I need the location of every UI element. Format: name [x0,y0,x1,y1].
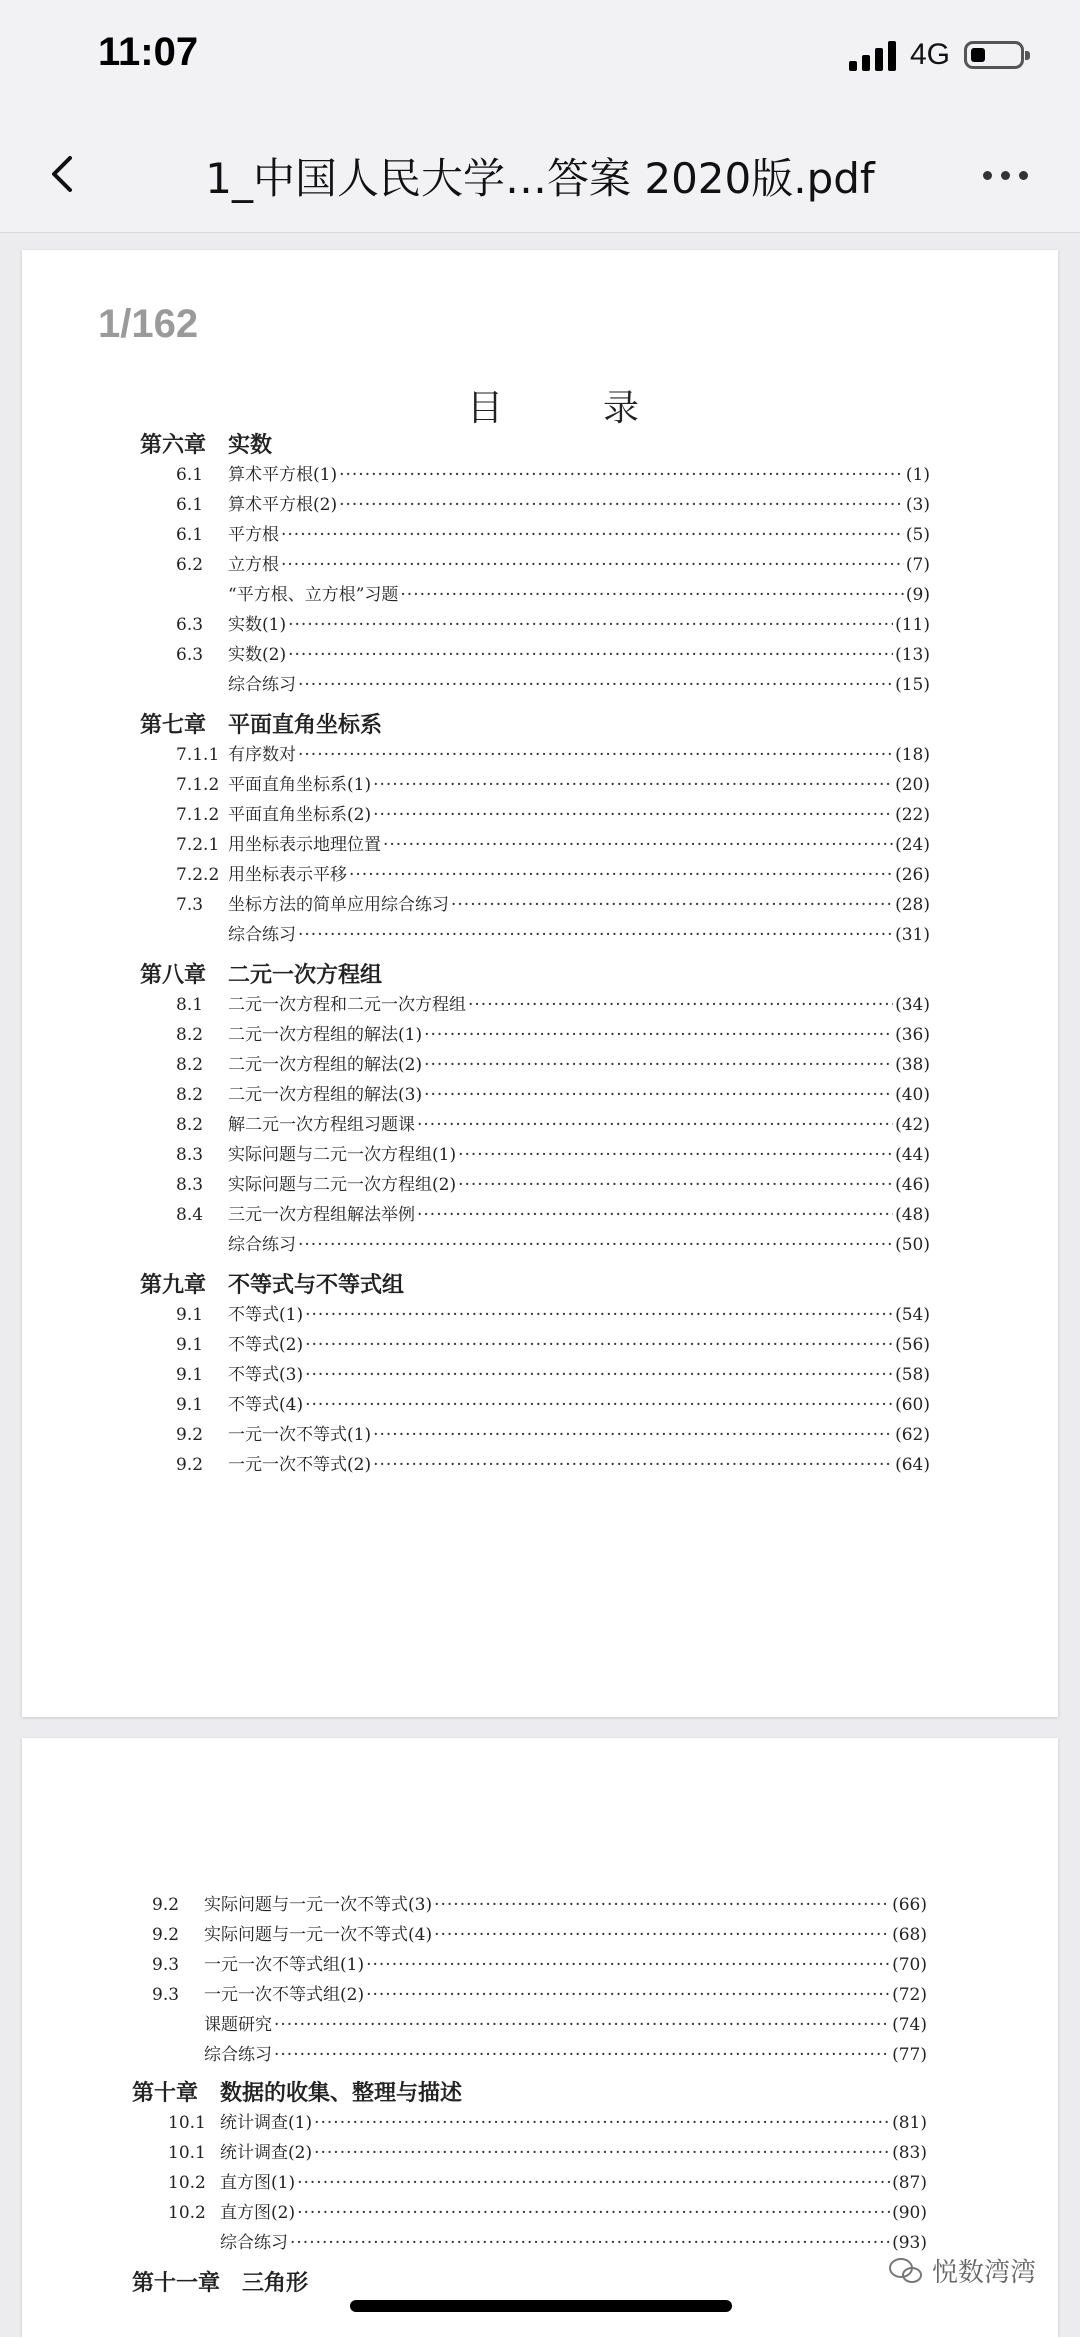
toc-leader-dots [468,990,893,1020]
toc-entry[interactable] [152,1890,927,1920]
toc-leader-dots [373,1420,893,1450]
toc-entry[interactable] [140,610,930,640]
toc-entry-number: 9.2 [176,1425,204,1445]
toc-entry-number: 10.2 [168,2173,206,2193]
toc-entry[interactable] [140,580,930,610]
toc-entry[interactable] [152,1980,927,2010]
toc-entry-number: 8.2 [176,1115,204,1135]
toc-entry-title: 综合练习 [228,925,296,945]
toc-entry-page: (1) [905,465,930,485]
toc-entry-page: (56) [895,1335,930,1355]
toc-entry-page: (60) [895,1395,930,1415]
toc-entry[interactable] [140,640,930,670]
toc-chapter-heading[interactable]: 第十一章 三角形 [132,2270,309,2296]
toc-entry-title: 一元一次不等式(1) [228,1425,372,1445]
home-indicator [350,2300,732,2312]
toc-entry-title: 统计调查(2) [220,2143,313,2163]
watermark-text: 悦数湾湾 [931,2258,1036,2288]
toc-entry-page: (44) [895,1145,930,1165]
toc-entry[interactable] [140,1200,930,1230]
toc-entry[interactable] [140,1230,930,1260]
toc-entry-number: 8.2 [176,1055,204,1075]
toc-entry[interactable] [132,2108,927,2138]
toc-entry-page: (3) [905,495,930,515]
toc-entry-number: 8.3 [176,1145,204,1165]
toc-leader-dots [366,1980,890,2010]
toc-leader-dots [458,1170,893,1200]
toc-entry-title: 三元一次方程组解法举例 [228,1205,415,1225]
toc-chapter-heading[interactable]: 第九章 不等式与不等式组 [140,1272,405,1298]
toc-leader-dots [349,860,893,890]
toc-leader-dots [305,1330,893,1360]
toc-entry[interactable] [140,1020,930,1050]
toc-leader-dots [373,800,893,830]
toc-list-continued [152,1890,927,2070]
toc-entry-number: 8.2 [176,1085,204,1105]
toc-leader-dots [298,740,893,770]
document-title: 1_中国人民大学…答案 2020版.pdf [205,154,875,203]
toc-entry-page: (50) [895,1235,930,1255]
toc-leader-dots [305,1360,893,1390]
signal-icon [849,39,896,71]
toc-leader-dots [297,2168,890,2198]
toc-entry-number: 9.2 [176,1455,204,1475]
toc-leader-dots [366,1950,890,1980]
toc-entry-number: 8.3 [176,1175,204,1195]
toc-entry-page: (7) [905,555,930,575]
toc-entry-title: 二元一次方程组的解法(1) [228,1025,423,1045]
status-icons [849,38,1024,72]
toc-entry-page: (54) [895,1305,930,1325]
toc-entry-title: 平方根 [228,525,279,545]
toc-entry-page: (74) [892,2015,927,2035]
toc-entry-page: (81) [892,2113,927,2133]
toc-leader-dots [298,670,893,700]
toc-entry[interactable] [140,1140,930,1170]
toc-leader-dots [383,830,893,860]
toc-entry[interactable] [140,670,930,700]
toc-entry-title: 一元一次不等式组(1) [204,1955,365,1975]
watermark [888,2252,1036,2289]
toc-leader-dots [434,1920,890,1950]
toc-entry-title: 平面直角坐标系(2) [228,805,372,825]
toc-entry-page: (38) [895,1055,930,1075]
toc-entry-title: 坐标方法的简单应用综合练习 [228,895,449,915]
toc-leader-dots [424,1020,893,1050]
toc-title: 目录 [467,388,740,429]
toc-entry-number: 8.2 [176,1025,204,1045]
toc-entry[interactable] [140,1080,930,1110]
toc-leader-dots [339,490,904,520]
toc-entry-number: 6.1 [176,525,204,545]
toc-entry[interactable] [140,1300,930,1330]
toc-entry-title: 不等式(4) [228,1395,304,1415]
toc-leader-dots [297,2198,890,2228]
toc-entry-title: 算术平方根(1) [228,465,338,485]
toc-leader-dots [417,1200,893,1230]
toc-entry-title: 算术平方根(2) [228,495,338,515]
toc-entry-page: (26) [895,865,930,885]
toc-entry-page: (9) [905,585,930,605]
toc-entry-title: 实际问题与二元一次方程组(2) [228,1175,457,1195]
toc-entry[interactable] [140,1420,930,1450]
toc-chapter-heading[interactable]: 第七章 平面直角坐标系 [140,712,383,738]
toc-entry-number: 7.1.2 [176,805,220,825]
toc-entry-number: 9.3 [152,1955,180,1975]
toc-entry-page: (42) [895,1115,930,1135]
toc-leader-dots [305,1390,893,1420]
toc-entry-page: (77) [892,2045,927,2065]
toc-entry[interactable] [140,830,930,860]
toc-entry-number: 10.1 [168,2143,206,2163]
toc-entry-title: 综合练习 [228,675,296,695]
toc-entry-title: 一元一次不等式组(2) [204,1985,365,2005]
toc-entry-number: 7.2.2 [176,865,220,885]
more-options-button[interactable] [970,150,1040,200]
toc-entry[interactable] [140,550,930,580]
toc-entry[interactable] [140,460,930,490]
toc-entry-number: 9.1 [176,1305,204,1325]
toc-entry-page: (20) [895,775,930,795]
status-bar [0,0,1080,120]
toc-entry-number: 9.3 [152,1985,180,2005]
toc-entry-number: 8.4 [176,1205,204,1225]
toc-entry[interactable] [140,1050,930,1080]
more-icon [983,171,992,180]
toc-entry-title: 实际问题与一元一次不等式(4) [204,1925,433,1945]
toc-entry-page: (87) [892,2173,927,2193]
toc-entry-title: 直方图(2) [220,2203,296,2223]
toc-entry[interactable] [140,890,930,920]
toc-entry-title: 不等式(2) [228,1335,304,1355]
toc-leader-dots [434,1890,890,1920]
toc-leader-dots [274,2010,890,2040]
toc-entry-title: 综合练习 [204,2045,272,2065]
toc-entry-number: 7.3 [176,895,204,915]
toc-entry-title: 用坐标表示平移 [228,865,347,885]
toc-entry-page: (34) [895,995,930,1015]
toc-entry[interactable] [140,1330,930,1360]
toc-entry-number: 9.1 [176,1365,204,1385]
toc-leader-dots [400,580,904,610]
toc-entry[interactable] [132,2138,927,2168]
toc-entry-page: (68) [892,1925,927,1945]
toc-leader-dots [288,640,893,670]
toc-entry-page: (72) [892,1985,927,2005]
toc-leader-dots [314,2108,890,2138]
toc-entry-title: 不等式(3) [228,1365,304,1385]
pdf-page-1 [22,250,1058,1717]
toc-entry-page: (36) [895,1025,930,1045]
toc-entry[interactable] [152,1950,927,1980]
toc-entry-number: 9.1 [176,1335,204,1355]
toc-entry[interactable] [140,520,930,550]
toc-entry-title: 立方根 [228,555,279,575]
toc-entry-number: 9.2 [152,1925,180,1945]
toc-entry-title: 实际问题与一元一次不等式(3) [204,1895,433,1915]
toc-entry[interactable] [140,1450,930,1480]
toc-entry-title: 实际问题与二元一次方程组(1) [228,1145,457,1165]
toc-leader-dots [458,1140,893,1170]
toc-entry-title: 二元一次方程和二元一次方程组 [228,995,466,1015]
toc-leader-dots [373,1450,893,1480]
toc-entry-page: (83) [892,2143,927,2163]
toc-entry[interactable] [132,2168,927,2198]
toc-entry-page: (11) [895,615,930,635]
toc-entry-page: (64) [895,1455,930,1475]
toc-leader-dots [314,2138,890,2168]
toc-entry-page: (40) [895,1085,930,1105]
toc-list [140,430,930,1480]
toc-entry-title: 直方图(1) [220,2173,296,2193]
toc-entry-page: (48) [895,1205,930,1225]
toc-entry-number: 6.2 [176,555,204,575]
toc-entry-title: 二元一次方程组的解法(3) [228,1085,423,1105]
battery-icon [964,41,1024,69]
toc-entry[interactable] [152,2040,927,2070]
toc-leader-dots [424,1050,893,1080]
network-type: 4G [909,38,950,71]
back-button[interactable] [34,144,94,204]
toc-entry-page: (24) [895,835,930,855]
toc-entry-page: (15) [895,675,930,695]
toc-entry-number: 7.2.1 [176,835,220,855]
toc-entry-title: 有序数对 [228,745,296,765]
toc-entry-title: 实数(1) [228,615,287,635]
toc-leader-dots [451,890,893,920]
toc-entry[interactable] [140,1390,930,1420]
wechat-icon [888,2256,924,2286]
toc-entry-number: 10.1 [168,2113,206,2133]
toc-leader-dots [424,1080,893,1110]
toc-entry-number: 10.2 [168,2203,206,2223]
toc-leader-dots [274,2040,890,2070]
toc-leader-dots [298,1230,893,1260]
toc-entry-title: 平面直角坐标系(1) [228,775,372,795]
toc-entry[interactable] [140,800,930,830]
toc-entry[interactable] [140,740,930,770]
toc-entry-number: 6.3 [176,615,204,635]
toc-entry-number: 9.2 [152,1895,180,1915]
toc-entry-page: (90) [892,2203,927,2223]
toc-entry[interactable] [140,770,930,800]
toc-entry-page: (66) [892,1895,927,1915]
toc-entry[interactable] [132,2198,927,2228]
toc-leader-dots [298,920,893,950]
pdf-page-2 [22,1738,1058,2337]
toc-leader-dots [339,460,904,490]
toc-entry-page: (70) [892,1955,927,1975]
toc-leader-dots [288,610,893,640]
toc-entry[interactable] [140,1360,930,1390]
toc-entry[interactable] [140,490,930,520]
toc-chapter-heading[interactable]: 第六章 实数 [140,432,273,458]
toc-entry-page: (18) [895,745,930,765]
toc-list-chapter-10 [132,2078,927,2298]
toc-leader-dots [281,520,904,550]
toc-leader-dots [281,550,904,580]
toc-entry-title: 实数(2) [228,645,287,665]
toc-entry-title: 二元一次方程组的解法(2) [228,1055,423,1075]
toc-entry-page: (13) [895,645,930,665]
toc-entry-number: 6.3 [176,645,204,665]
toc-entry-page: (5) [905,525,930,545]
toc-entry[interactable] [140,860,930,890]
toc-entry-number: 9.1 [176,1395,204,1415]
page-indicator: 1/162 [98,302,199,346]
toc-entry-title: 一元一次不等式(2) [228,1455,372,1475]
toc-entry-title: 不等式(1) [228,1305,304,1325]
toc-entry[interactable] [140,1110,930,1140]
toc-leader-dots [290,2228,890,2258]
toc-entry[interactable] [152,2010,927,2040]
toc-entry-page: (62) [895,1425,930,1445]
toc-entry-title: “平方根、立方根”习题 [228,585,399,605]
toc-entry-title: 综合练习 [228,1235,296,1255]
toc-entry-page: (22) [895,805,930,825]
toc-leader-dots [417,1110,893,1140]
toc-entry-title: 解二元一次方程组习题课 [228,1115,415,1135]
toc-entry-number: 7.1.2 [176,775,220,795]
status-time: 11:07 [98,30,199,74]
toc-entry[interactable] [140,1170,930,1200]
toc-entry-page: (28) [895,895,930,915]
toc-entry[interactable] [140,920,930,950]
toc-chapter-heading[interactable]: 第八章 二元一次方程组 [140,962,383,988]
toc-entry[interactable] [140,990,930,1020]
nav-bar [0,120,1080,233]
toc-entry-page: (31) [895,925,930,945]
toc-entry-number: 8.1 [176,995,204,1015]
toc-entry-page: (93) [892,2233,927,2253]
toc-entry[interactable] [132,2228,927,2258]
toc-entry-number: 6.1 [176,495,204,515]
toc-entry-page: (58) [895,1365,930,1385]
toc-entry-title: 课题研究 [204,2015,272,2035]
toc-entry-number: 7.1.1 [176,745,220,765]
toc-entry-title: 用坐标表示地理位置 [228,835,381,855]
toc-entry-number: 6.1 [176,465,204,485]
toc-entry-page: (46) [895,1175,930,1195]
toc-leader-dots [305,1300,893,1330]
toc-leader-dots [373,770,893,800]
toc-chapter-heading[interactable]: 第十章 数据的收集、整理与描述 [132,2080,463,2106]
chevron-left-icon [34,144,94,204]
toc-entry[interactable] [152,1920,927,1950]
toc-entry-title: 综合练习 [220,2233,288,2253]
toc-entry-title: 统计调查(1) [220,2113,313,2133]
